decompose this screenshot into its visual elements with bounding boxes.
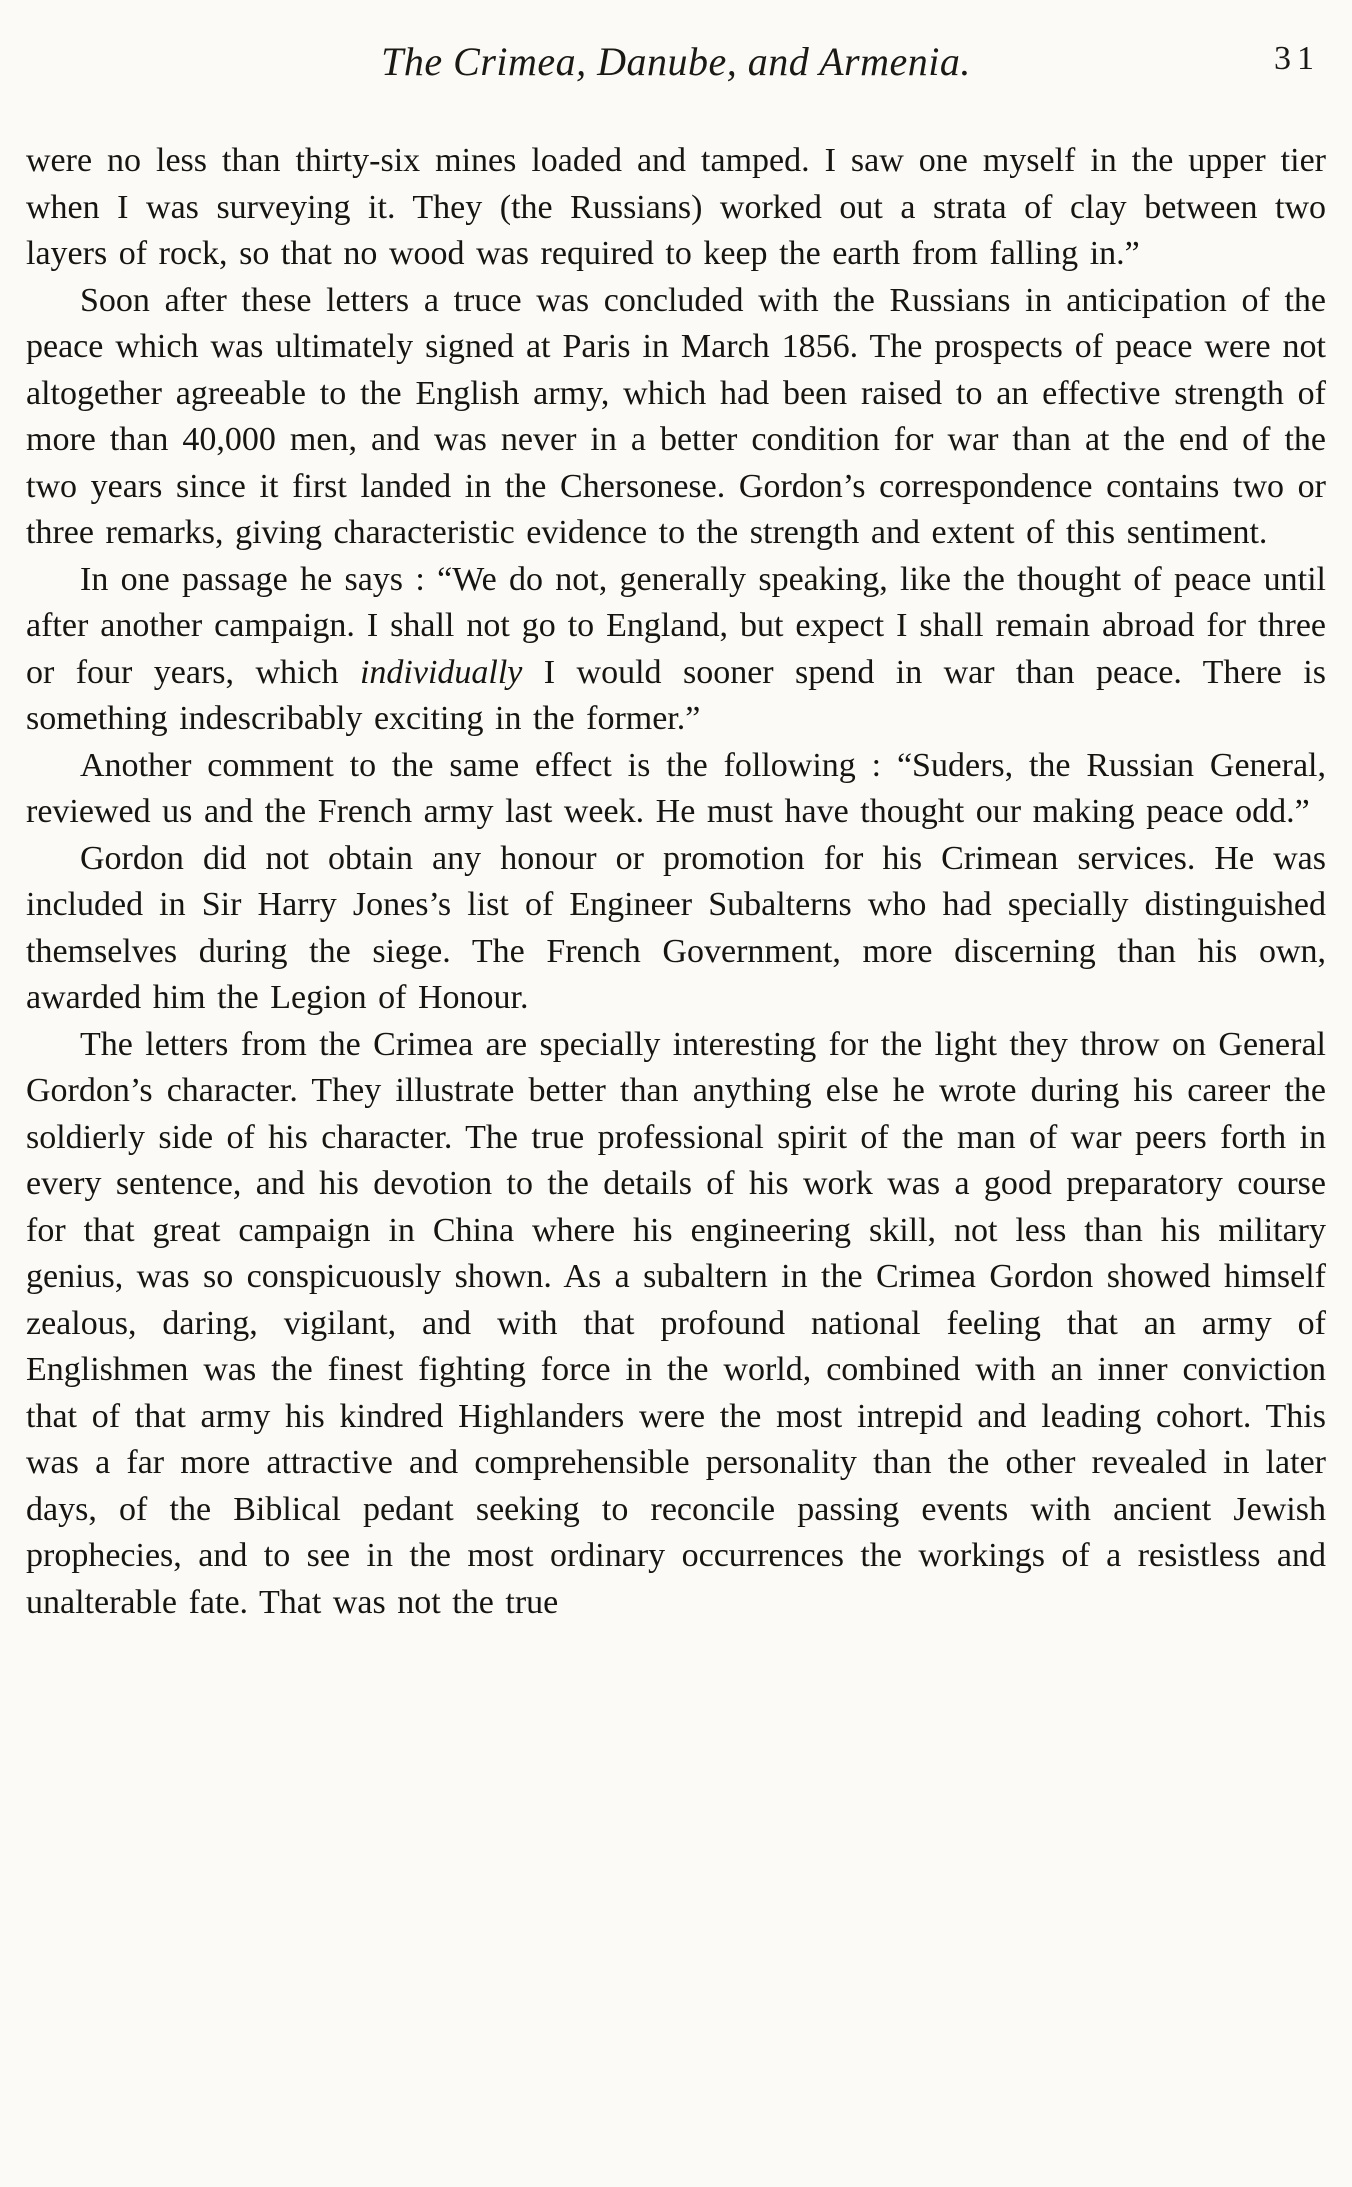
page-number: 31 [1274,40,1320,77]
paragraph [26,836,1326,1022]
paragraph [26,138,1326,278]
text-run: Another comment to the same effect is the following : “Suders, the Russian General, reviewed us and the French army last week. He must have thought our making peace odd.” [26,746,1326,830]
paragraph [26,743,1326,836]
text-run: Gordon did not obtain any honour or promotion for his Crimean services. He was included in Sir Harry Jones’s list of Engineer Subalterns who had specially distinguished themselves during the siege. The French Government, more discerning than his own, awarded him the Legion of Honour. [26,839,1326,1016]
page-header [26,38,1326,110]
page-body [26,138,1326,1626]
text-run: In one passage he says : “We do not, generally speaking, like the thought of peace until after another campaign. I shall not go to England, but expect I shall remain abroad for three or four years, which [26,560,1326,691]
text-run: Soon after these letters a truce was concluded with the Russians in anticipation of the peace which was ultimately signed at Paris in March 1856. The prospects of peace were not altogether agreeable to the English army, which had been raised to an effective strength of more than 40,000 men, and was never in a better condition for war than at the end of the two years since it first landed in the Chersonese. Gordon’s correspondence contains two or three remarks, giving characteristic evidence to the strength and extent of this sentiment. [26,281,1326,551]
text-run: The letters from the Crimea are specially interesting for the light they throw on General Gordon’s character. They illustrate better than anything else he wrote during his career the soldierly side of his character. The true professional spirit of the man of war peers forth in every sentence, and his devotion to the details of his work was a good preparatory course for that great campaign in China where his engineering skill, not less than his military genius, was so conspicuously shown. As a subaltern in the Crimea Gordon showed himself zealous, daring, vigilant, and with that profound national feeling that an army of Englishmen was the finest fighting force in the world, combined with an inner conviction that of that army his kindred Highlanders were the most intrepid and leading cohort. This was a far more attractive and comprehensible personality than the other revealed in later days, of the Biblical pedant seeking to reconcile passing events with ancient Jewish prophecies, and to see in the most ordinary occurrences the workings of a resistless and unalterable fate. That was not the true [26,1025,1326,1621]
text-run: I would sooner spend in war than peace. There is something indescribably exciting in the former.” [26,653,1326,737]
text-run: were no less than thirty-six mines loaded and tamped. I saw one myself in the upper tier when I was surveying it. They (the Russians) worked out a strata of clay between two layers of rock, so that no wood was required to keep the earth from falling in.” [26,142,1326,272]
page-title: The Crimea, Danube, and Armenia. [381,39,971,84]
paragraph [26,1022,1326,1627]
paragraph [26,557,1326,743]
italic-text: individually [359,653,523,691]
paragraph [26,278,1326,557]
